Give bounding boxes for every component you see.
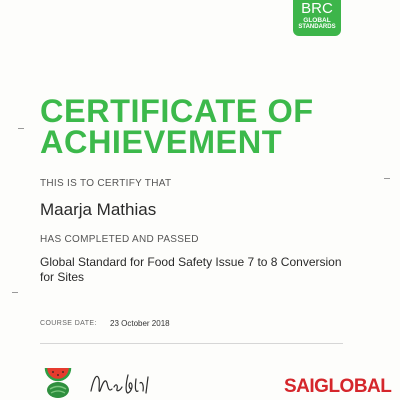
watermelon-logo-icon (44, 364, 72, 400)
brc-logo-line2: STANDARDS (298, 24, 336, 30)
brc-logo-line1: GLOBAL (303, 17, 331, 24)
title-line1: CERTIFICATE OF (40, 93, 314, 129)
brc-logo-main: BRC (301, 0, 333, 17)
edge-mark (384, 178, 390, 179)
certificate-title (40, 93, 380, 160)
brc-global-standards-logo (293, 0, 341, 36)
recipient-name: Maarja Mathias (40, 200, 157, 219)
completed-text: HAS COMPLETED AND PASSED (40, 234, 199, 245)
title-line2: ACHIEVEMENT (40, 124, 283, 160)
certify-text: THIS IS TO CERTIFY THAT (40, 178, 172, 189)
course-date-value: 23 October 2018 (110, 319, 170, 328)
course-title-line2: for Sites (40, 270, 85, 284)
footer-divider (40, 343, 343, 344)
edge-mark (12, 292, 18, 293)
course-title (40, 255, 360, 285)
signature-icon (88, 365, 158, 400)
course-date-label: COURSE DATE: (40, 320, 97, 327)
course-title-line1: Global Standard for Food Safety Issue 7 to 8 Conversion (40, 255, 342, 269)
saiglobal-logo: SAIGLOBAL (284, 376, 392, 397)
edge-mark (18, 128, 24, 129)
